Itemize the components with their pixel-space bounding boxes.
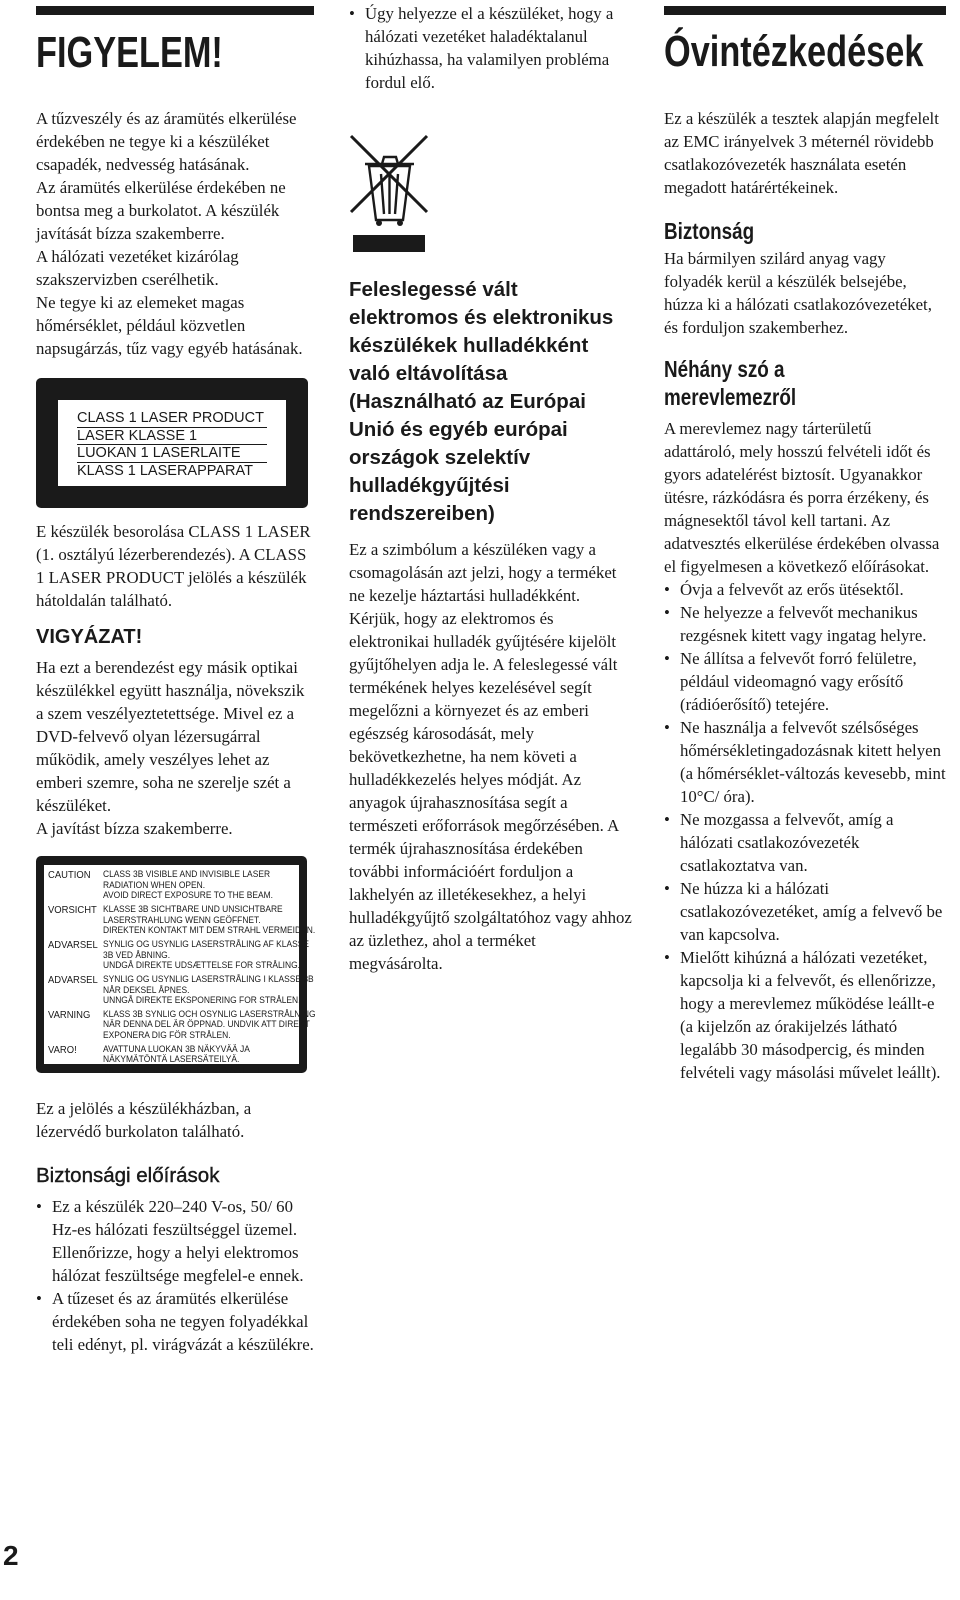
caution-label-line: AVATTUNA LUOKAN 3B NÄKYVÄÄ JA xyxy=(103,1043,250,1055)
caution-label-text xyxy=(103,870,275,902)
list-item: • Óvja a felvevőt az erős ütésektől. xyxy=(664,578,946,601)
list-item: • Mielőtt kihúzná a hálózati vezetéket, kapcsolja ki a felvevőt, és ellenőrizze, hogy a merevlemez működése leállt-e (a kijelzőn az órakijelzés látható legalább 30 másodpercig, és minden felvételi vagy másolási művelet leállt). xyxy=(664,946,946,1084)
caution-text-2: A javítást bízza szakemberre. xyxy=(36,819,233,838)
caution-label-text xyxy=(103,1010,316,1042)
page-title-ovintezkedesek: Óvintézkedések xyxy=(664,27,924,76)
caution-label-line: UNDGÅ DIREKTE UDSÆTTELSE FOR STRÅLING. xyxy=(103,960,301,972)
intro-paragraph: Az áramütés elkerülése érdekében ne bontsa meg a burkolatot. A készülék javítását bízza szakemberre. xyxy=(36,178,286,243)
caution-label-line: SYNLIG OG USYNLIG LASERSTRÅLING AF KLASSE xyxy=(103,938,309,950)
safety-heading: Biztonság xyxy=(664,218,755,244)
weee-heading: Feleslegessé vált elektromos és elektronikus készülékek hulladékként való eltávolítása (Használható az Európai Unió és egyéb európai országok szelektív hulladékgyűjtési rendszereiben) xyxy=(349,278,614,525)
caution-label-row xyxy=(48,938,309,972)
class1-laser-label xyxy=(36,378,308,508)
caution-label-key: ADVARSEL xyxy=(48,973,98,986)
caution-label-text xyxy=(103,940,309,972)
caution-label-row xyxy=(48,870,299,902)
caution-label-row xyxy=(48,1008,316,1042)
caution-label-line: NÄR DENNA DEL ÄR ÖPPNAD. UNDVIK ATT DIREKT xyxy=(103,1019,310,1031)
class3b-caution-label xyxy=(36,856,316,1077)
intro-paragraph: Ne tegye ki az elemeket magas hőmérséklet, például közvetlen napsugárzás, tűz vagy egyéb hatásának. xyxy=(36,293,303,358)
title-rule xyxy=(664,6,946,15)
column-middle xyxy=(349,0,633,975)
list-item: • Ne húzza ki a hálózati csatlakozóvezetéket, amíg a felvevő be van kapcsolva. xyxy=(664,877,946,946)
caution-label-line: CLASS 3B VISIBLE AND INVISIBLE LASER xyxy=(103,869,271,880)
caution-label-row xyxy=(48,973,314,1007)
laser-label-line: LUOKAN 1 LASERLAITE xyxy=(77,445,267,463)
column-right xyxy=(664,0,946,1084)
hdd-heading-line-2: merevlemezről xyxy=(664,384,797,410)
caution-label-line: UNNGÅ DIREKTE EKSPONERING FOR STRÅLEN. xyxy=(103,995,301,1007)
caution-label-line: NÅR DEKSEL ÅPNES. xyxy=(103,984,190,996)
list-item: • Ne állítsa a felvevőt forró felületre, például videomagnó vagy erősítő (rádióerősítő) tetejére. xyxy=(664,647,946,716)
caution-label-text xyxy=(103,905,315,937)
list-item: • Ne mozgassa a felvevőt, amíg a hálózati csatlakozóvezeték csatlakoztatva van. xyxy=(664,808,946,877)
list-item: • Ne használja a felvevőt szélsőséges hőmérsékletingadozásnak kitett helyen (a hőmérséklet-változás kevesebb, mint 10°C/ óra). xyxy=(664,716,946,808)
list-item: • Ne helyezze a felvevőt mechanikus rezgésnek kitett vagy ingatag helyre. xyxy=(664,601,946,647)
caution-label-key: VARNING xyxy=(48,1008,91,1021)
caution-heading: VIGYÁZAT! xyxy=(36,626,143,648)
laser-label-line: CLASS 1 LASER PRODUCT xyxy=(77,410,267,428)
page-title-figyelem: FIGYELEM! xyxy=(36,28,223,77)
emc-text: Ez a készülék a tesztek alapján megfelelt az EMC irányelvek 3 méternél rövidebb csatlakozóvezeték használata esetén megadott határértékeinek. xyxy=(664,109,939,197)
caution-label-line: EXPONERA DIG FÖR STRÅLEN. xyxy=(103,1030,231,1042)
caution-label-key: CAUTION xyxy=(48,869,91,881)
caution-label-line: KLASSE 3B SICHTBARE UND UNSICHTBARE xyxy=(103,903,283,915)
caution-label-line: KLASS 3B SYNLIG OCH OSYNLIG LASERSTRÅLNING xyxy=(103,1008,316,1020)
caution-label-line: SYNLIG OG USYNLIG LASERSTRÅLING I KLASSE 3B xyxy=(103,973,314,985)
caution-label-line: AVOID DIRECT EXPOSURE TO THE BEAM. xyxy=(103,890,273,902)
caution-label-text xyxy=(103,975,314,1007)
caution-label-line: DIREKTEN KONTAKT MIT DEM STRAHL VERMEIDEN. xyxy=(103,925,316,937)
weee-crossed-bin-icon xyxy=(349,134,429,256)
list-item: • Ez a készülék 220–240 V-os, 50/ 60 Hz-es hálózati feszültséggel üzemel. Ellenőrizze, hogy a helyi elektromos hálózat feszültsége megfelel-e ennek. xyxy=(36,1195,314,1287)
caution-label-key: ADVARSEL xyxy=(48,938,98,951)
caution-label-line: RADIATION WHEN OPEN. xyxy=(103,879,206,891)
caution-label-line: LASERSTRAHLUNG WENN GEÖFFNET. xyxy=(103,914,261,926)
page-number: 2 xyxy=(3,1540,19,1571)
safety-rules-list xyxy=(36,1195,314,1356)
caution-label-key: VARO! xyxy=(48,1043,77,1056)
list-item: • A tűzeset és az áramütés elkerülése érdekében soha ne tegyen folyadékkal teli edényt, pl. virágvázát a készülékre. xyxy=(36,1287,314,1356)
caution-label-line: NÄKYMÄTÖNTÄ LASERSÄTEILYÄ. xyxy=(103,1054,240,1066)
list-item: • Úgy helyezze el a készüléket, hogy a hálózati vezetéket haladéktalanul kihúzhassa, ha valamilyen probléma fordul elő. xyxy=(349,2,633,94)
label-location-text: Ez a jelölés a készülékházban, a lézervédő burkolaton található. xyxy=(36,1099,252,1141)
caution-label-row xyxy=(48,1045,299,1077)
column-left xyxy=(36,0,314,1356)
caution-label-line: 3B VED ÅBNING. xyxy=(103,949,171,961)
caution-label-key: VORSICHT xyxy=(48,903,97,916)
safety-rules-heading: Biztonsági előírások xyxy=(36,1164,220,1187)
caution-label-row xyxy=(48,903,316,937)
caution-text: Ha ezt a berendezést egy másik optikai készülékkel együtt használja, növekszik a szem veszélyeztetettsége. Mivel ez a DVD-felvevő olyan lézersugárral működik, amely veszélyes lehet az emberi szemre, soha ne szerelje szét a készüléket. xyxy=(36,658,305,815)
intro-paragraph: A hálózati vezetéket kizárólag szakszervizben cserélhetik. xyxy=(36,247,239,289)
caution-label-text xyxy=(103,1045,275,1077)
placement-list xyxy=(349,2,633,94)
laser-class-text: E készülék besorolása CLASS 1 LASER (1. osztályú lézerberendezés). A CLASS 1 LASER PRODUCT jelölés a készülék hátoldalán található. xyxy=(36,522,311,610)
safety-text: Ha bármilyen szilárd anyag vagy folyadék kerül a készülék belsejébe, húzza ki a hálózati csatlakozóvezetéket, és forduljon szakemberhez. xyxy=(664,249,932,337)
hdd-text: A merevlemez nagy tárterületű adattároló, mely hosszú felvételi időt és gyors adatelérést biztosít. Ugyanakkor ütésre, rázkódásra és porra érzékeny, és mágnesektől távol kell tartani. Az adatvesztés elkerülése érdekében olvassa el figyelmesen a következő előírásokat. xyxy=(664,419,940,576)
intro-block xyxy=(36,107,314,360)
caution-label-line: VÄLTÄ SUORAA ALTISTUMISTA SÄTEELLE. xyxy=(103,1065,275,1077)
weee-text: Ez a szimbólum a készüléken vagy a csomagolásán azt jelzi, hogy a terméket ne kezelje háztartási hulladékként. Kérjük, hogy az elektromos és elektronikai hulladék gyűjtésére kijelölt gyűjtőhelyen adja le. A feleslegessé vált termékének helyes kezelésével segít megelőzni a környezet és az emberi egészség károsodását, mely bekövetkezhetne, ha nem követi a hulladékkezelés helyes módját. Az anyagok újrahasznosítása segít a természeti erőforrások megőrzésében. A termék újrahasznosítása érdekében további információért forduljon a lakhelyén az illetékesekhez, a helyi hulladékgyűjtő szolgáltatóhoz vagy ahhoz az üzlethez, ahol a terméket megvásárolta. xyxy=(349,540,632,973)
title-rule xyxy=(36,6,314,15)
hdd-precautions-list xyxy=(664,578,946,1084)
laser-label-line: KLASS 1 LASERAPPARAT xyxy=(77,462,253,479)
hdd-heading-line-1: Néhány szó a xyxy=(664,356,785,382)
intro-paragraph: A tűzveszély és az áramütés elkerülése érdekében ne tegye ki a készüléket csapadék, nedvesség hatásának. xyxy=(36,109,297,174)
laser-label-line: LASER KLASSE 1 xyxy=(77,428,267,446)
